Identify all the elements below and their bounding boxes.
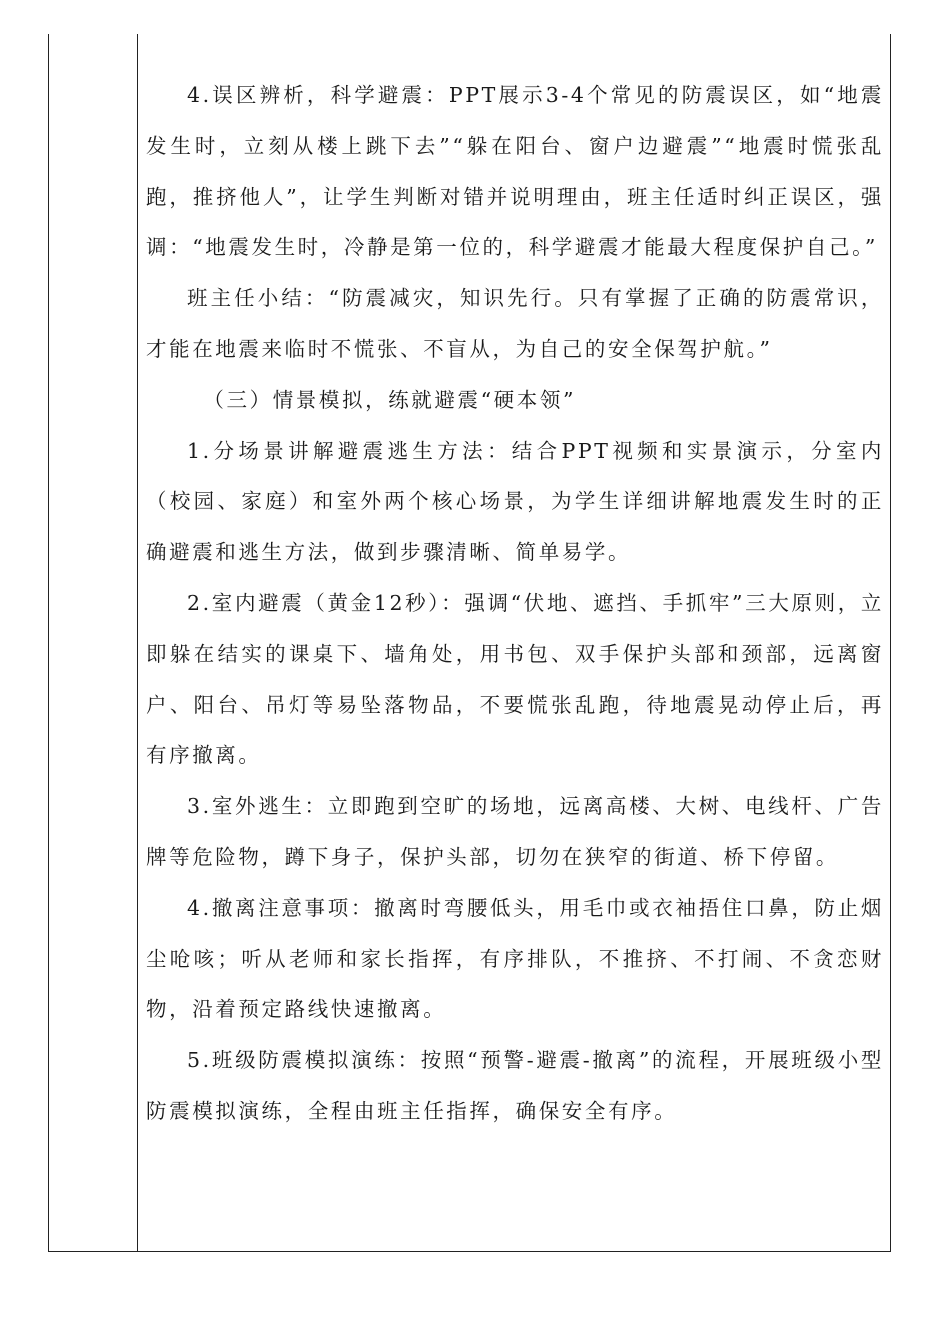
lesson-plan-table (48, 34, 891, 1252)
paragraph-scenario-methods: 1.分场景讲解避震逃生方法：结合PPT视频和实景演示，分室内（校园、家庭）和室外两个核心场景，为学生详细讲解地震发生时的正确避震和逃生方法，做到步骤清晰、简单易学。 (146, 438, 884, 565)
paragraph-teacher-summary: 班主任小结：“防震减灾，知识先行。只有掌握了正确的防震常识，才能在地震来临时不慌张、不盲从，为自己的安全保驾护航。” (146, 286, 884, 361)
table-label-column (49, 34, 138, 1251)
paragraph-indoor-shelter: 2.室内避震（黄金12秒）：强调“伏地、遮挡、手抓牢”三大原则，立即躲在结实的课桌下、墙角处，用书包、双手保护头部和颈部，远离窗户、阳台、吊灯等易坠落物品，不要慌张乱跑，待地震晃动停止后，再有序撤离。 (146, 590, 884, 768)
paragraph-misconception-analysis: 4.误区辨析，科学避震：PPT展示3-4个常见的防震误区，如“地震发生时，立刻从楼上跳下去”“躲在阳台、窗户边避震”“地震时慌张乱跑，推挤他人”，让学生判断对错并说明理由，班主任适时纠正误区，强调：“地震发生时，冷静是第一位的，科学避震才能最大程度保护自己。” (146, 83, 884, 260)
paragraph-evacuation-notes: 4.撤离注意事项：撤离时弯腰低头，用毛巾或衣袖捂住口鼻，防止烟尘呛咳；听从老师和家长指挥，有序排队，不推挤、不打闹、不贪恋财物，沿着预定路线快速撤离。 (146, 895, 884, 1022)
table-content-cell (138, 34, 890, 1251)
section-heading-scenario-simulation: （三）情景模拟，练就避震“硬本领” (203, 387, 577, 412)
paragraph-outdoor-escape: 3.室外逃生：立即跑到空旷的场地，远离高楼、大树、电线杆、广告牌等危险物，蹲下身子，保护头部，切勿在狭窄的街道、桥下停留。 (146, 794, 884, 869)
paragraph-class-drill: 5.班级防震模拟演练：按照“预警-避震-撤离”的流程，开展班级小型防震模拟演练，全程由班主任指挥，确保安全有序。 (146, 1048, 884, 1123)
